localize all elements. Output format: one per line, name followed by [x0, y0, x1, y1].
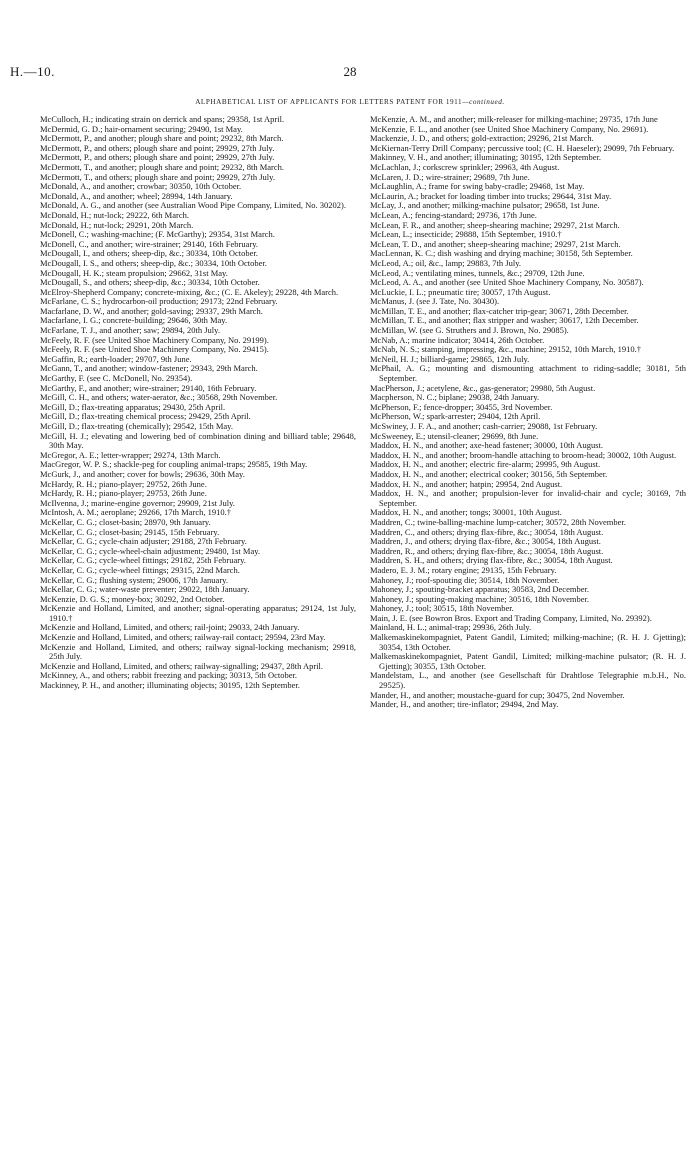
- applicant-entry: McKenzie and Holland, Limited, and others; rail-joint; 29033, 24th January.: [40, 622, 300, 633]
- applicant-entry: Maddox, H. N., and another; tongs; 30001, 10th August.: [370, 507, 562, 518]
- applicant-entry: McDonell, C., and another; wire-strainer; 29140, 16th February.: [40, 238, 259, 249]
- applicant-entry: McDermott, P., and another; plough share and point; 29232, 8th March.: [40, 133, 284, 144]
- applicant-entry: Makinney, V. H., and another; illuminating; 30195, 12th September.: [370, 152, 601, 163]
- applicant-entry: McKenzie, D. G. S.; money-box; 30292, 2nd October.: [40, 593, 225, 604]
- applicant-entry: McPhail, A. G.; mounting and dismounting attachment to riding-saddle; 30181, 5th September.: [370, 363, 686, 384]
- right-column: [370, 115, 686, 710]
- applicant-entry: Macfarlane, I. G.; concrete-building; 29646, 30th May.: [40, 315, 228, 326]
- applicant-entry: McCulloch, H.; indicating strain on derrick and spans; 29358, 1st April.: [40, 114, 285, 124]
- applicant-entry: McGill, D.; flax-treating chemical process; 29429, 25th April.: [40, 411, 251, 422]
- applicant-entry: Maddox, H. N., and another; propulsion-lever for invalid-chair and cycle; 30169, 7th September.: [370, 488, 686, 508]
- applicant-entry: McKellar, C. G.; cycle-wheel fittings; 29182, 25th February.: [40, 555, 246, 566]
- applicant-entry: McIlvenna, J.; marine-engine governor; 29909, 21st July.: [40, 497, 235, 508]
- applicant-entry: McGregor, A. E.; letter-wrapper; 29274, 13th March.: [40, 449, 221, 460]
- applicant-entry: McGaffin, R.; earth-loader; 29707, 9th June.: [40, 353, 192, 364]
- applicant-entry: Malkemaskinekompagniet, Patent Gandil, Limited; milking-machine; (R. H. J. Gjetting); 30354, 13th October.: [370, 632, 686, 652]
- applicant-entry: McDonell, C.; washing-machine; (F. McGarthy); 29354, 31st March.: [40, 229, 275, 240]
- applicant-entry: McHardy, R. H.; piano-player; 29752, 26th June.: [40, 478, 207, 489]
- applicant-entry: McLaughlin, A.; frame for swing baby-cradle; 29468, 1st May.: [370, 181, 585, 192]
- applicant-entry: Mandelstam, L., and another (see Gesellschaft für Drahtlose Telegraphie m.b.H., No. 29525).: [370, 670, 686, 691]
- applicant-entry: Maddox, H. N., and another; hatpin; 29954, 2nd August.: [370, 478, 563, 489]
- applicant-entry: McDonald, H.; nut-lock; 29222, 6th March.: [40, 209, 189, 220]
- applicant-entry: McMillan, T. E., and another; flax-catcher trip-gear; 30671, 28th December.: [370, 305, 629, 316]
- applicant-entry: McFarlane, C. S.; hydrocarbon-oil production; 29173; 22nd February.: [40, 296, 278, 307]
- applicant-entry: McNab, N. S.; stamping, impressing, &c., machine; 29152, 10th March, 1910.†: [370, 344, 642, 355]
- applicant-entry: Maddren, R., and others; drying flax-fibre, &c.; 30054, 18th August.: [370, 545, 604, 556]
- applicant-entry: Mahoney, J.; tool; 30515, 18th November.: [370, 603, 514, 614]
- applicant-entry: McKenzie and Holland, Limited, and others; railway-rail contact; 29594, 23rd May.: [40, 632, 326, 643]
- applicant-entry: McKinney, A., and others; rabbit freezing and packing; 30313, 5th October.: [40, 670, 297, 681]
- applicant-entry: McDermott, T., and another; plough share and point; 29232, 8th March.: [40, 161, 285, 172]
- applicant-entry: McLeod, A.; ventilating mines, tunnels, &c.; 29709, 12th June.: [370, 267, 585, 278]
- applicant-entry: McGill, D.; flax-treating apparatus; 29430, 25th April.: [40, 401, 226, 412]
- applicant-entry: McGann, T., and another; window-fastener; 29343, 29th March.: [40, 363, 258, 374]
- applicant-entry: McDonald, A. G., and another (see Australian Wood Pipe Company, Limited, No. 30202).: [40, 200, 346, 211]
- applicant-entry: McDermott, P., and others; plough share and point; 29929, 27th July.: [40, 142, 275, 153]
- applicant-entry: Maddox, H. N., and another; electric fire-alarm; 29995, 9th August.: [370, 459, 601, 470]
- document-code: H.—10.: [10, 64, 55, 79]
- applicant-entry: Maddren, J., and others; drying flax-fibre, &c.; 30054, 18th August.: [370, 536, 601, 547]
- applicant-entry: McKenzie and Holland, Limited, and another; signal-operating apparatus; 29124, 1st July, 1910.†: [40, 603, 356, 623]
- applicant-entry: McKiernan-Terry Drill Company; percussive tool; (C. H. Haeseler); 29099, 7th February.: [370, 142, 675, 153]
- applicant-entry: Mahoney, J.; roof-spouting die; 30514, 18th November.: [370, 574, 560, 585]
- applicant-entry: MacLennan, K. C.; dish washing and drying machine; 30158, 5th September.: [370, 248, 633, 259]
- applicant-entry: McPherson, F.; fence-dropper; 30455, 3rd November.: [370, 401, 553, 412]
- applicant-entry: McNab, A.; marine indicator; 30414, 26th October.: [370, 334, 545, 345]
- applicant-entry: McKellar, C. G.; closet-basin; 29145, 15th February.: [40, 526, 220, 537]
- applicant-entry: McDougall, H. K.; steam propulsion; 29662, 31st May.: [40, 267, 228, 278]
- applicant-entry: McFarlane, T. J., and another; saw; 29894, 20th July.: [40, 325, 220, 336]
- applicant-entry: McMillan, T. E., and another; flax stripper and washer; 30617, 12th December.: [370, 315, 639, 326]
- applicant-entry: Mackinney, P. H., and another; illuminating objects; 30195, 12th September.: [40, 680, 300, 691]
- applicant-entry: McManus, J. (see J. Tate, No. 30430).: [370, 296, 500, 307]
- applicant-entry: McDougall, I. S., and others; sheep-dip, &c.; 30334, 10th October.: [40, 257, 267, 268]
- applicant-entry: Mander, H., and another; moustache-guard for cup; 30475, 2nd November.: [370, 689, 625, 700]
- applicant-entry: McDonald, A., and another; crowbar; 30350, 10th October.: [40, 181, 242, 192]
- applicant-entry: Maddren, S. H., and others; drying flax-fibre, &c.; 30054, 18th August.: [370, 555, 613, 566]
- applicant-entry: McLuckie, I. L.; pneumatic tire; 30057, 17th August.: [370, 286, 551, 297]
- applicant-entry: McDermott, T., and others; plough share and point; 29929, 27th July.: [40, 171, 275, 182]
- list-title: [40, 98, 660, 106]
- applicant-entry: McLaren, J. D.; wire-strainer; 29689, 7th June.: [370, 171, 530, 182]
- applicant-entry: McElroy-Shepherd Company; concrete-mixing, &c.; (C. E. Akeley); 29228, 4th March.: [40, 286, 339, 297]
- applicant-entry: McLachlan, J.; corkscrew sprinkler; 29963, 4th August.: [370, 161, 560, 172]
- applicant-entry: Macfarlane, D. W., and another; gold-saving; 29337, 29th March.: [40, 305, 263, 316]
- applicant-entry: McLean, L.; insecticide; 29888, 15th September, 1910.†: [370, 229, 562, 240]
- applicant-entry: McNeil, H. J.; billiard-game; 29865, 12th July.: [370, 353, 530, 364]
- applicant-entry: McKellar, C. G.; flushing system; 29006, 17th January.: [40, 574, 228, 585]
- applicant-entry: McLean, F. R., and another; sheep-shearing machine; 29297, 21st March.: [370, 219, 620, 230]
- applicant-entry: Macpherson, N. C.; biplane; 29038, 24th January.: [370, 392, 540, 403]
- applicant-entry: McIntosh, A. M.; aeroplane; 29266, 17th March, 1910.†: [40, 507, 231, 518]
- applicant-entry: MacGregor, W. P. S.; shackle-peg for coupling animal-traps; 29585, 19th May.: [40, 459, 308, 470]
- applicant-entry: McKenzie and Holland, Limited, and others; railway-signalling; 29437, 28th April.: [40, 660, 324, 671]
- list-title-text: ALPHABETICAL LIST OF APPLICANTS FOR LETTERS PATENT FOR 1911: [195, 98, 463, 106]
- applicant-entry: Maddox, H. N., and another; electrical cooker; 30156, 5th September.: [370, 468, 608, 479]
- applicant-entry: McGarthy, F. (see C. McDonell, No. 29354).: [40, 373, 193, 384]
- applicant-entry: McKenzie, F. L., and another (see United Shoe Machinery Company, No. 29691).: [370, 123, 649, 134]
- applicant-entry: McSwiney, J. F. A., and another; cash-carrier; 29088, 1st February.: [370, 421, 598, 431]
- applicant-entry: McGill, D.; flax-treating (chemically); 29542, 15th May.: [40, 421, 234, 431]
- applicant-entry: McKellar, C. G.; cycle-wheel-chain adjustment; 29480, 1st May.: [40, 545, 261, 556]
- applicant-entry: McLeod, A.; oil, &c., lamp; 29883, 7th July.: [370, 257, 522, 268]
- applicant-entry: Malkemaskinekompagniet, Patent Gandil, Limited; milking-machine pulsator; (R. H. J. Gjetting); 30355, 13th October.: [370, 651, 686, 671]
- applicant-entry: Mahoney, J.; spouting-making machine; 30516, 18th November.: [370, 593, 589, 604]
- page-number: 28: [343, 64, 357, 79]
- applicant-entry: McDermid, G. D.; hair-ornament securing; 29490, 1st May.: [40, 123, 243, 134]
- applicant-entry: MacPherson, J.; acetylene, &c., gas-generator; 29980, 5th August.: [370, 382, 596, 393]
- applicant-entry: Mander, H., and another; tire-inflator; 29494, 2nd May.: [370, 699, 559, 710]
- applicant-entry: McDougall, S., and others; sheep-dip, &c.; 30334, 10th October.: [40, 277, 260, 288]
- applicant-entry: Mahoney, J.; spouting-bracket apparatus; 30583, 2nd December.: [370, 584, 589, 595]
- applicant-entry: McKellar, C. G.; cycle-wheel fittings; 29315, 22nd March.: [40, 564, 240, 575]
- applicant-entry: McGarthy, F., and another; wire-strainer; 29140, 16th February.: [40, 382, 257, 393]
- applicant-entry: McFeely, R. F. (see United Shoe Machinery Company, No. 29415).: [40, 344, 269, 355]
- applicant-entry: McMillan, W. (see G. Struthers and J. Brown, No. 29085).: [370, 325, 569, 336]
- applicant-entry: McFeely, R. F. (see United Shoe Machinery Company, No. 29199).: [40, 334, 269, 345]
- applicant-entry: McGill, C. H., and others; water-aerator, &c.; 30568, 29th November.: [40, 392, 278, 403]
- list-title-suffix: —continued.: [462, 98, 505, 106]
- applicant-entry: McHardy, R. H.; piano-player; 29753, 26th June.: [40, 488, 207, 499]
- applicant-entry: McPherson, W.; spark-arrester; 29404, 12th April.: [370, 411, 541, 422]
- applicant-entry: Maddren, C.; twine-balling-machine lump-catcher; 30572, 28th November.: [370, 516, 626, 527]
- applicant-entry: McDougall, I., and others; sheep-dip, &c.; 30334, 10th October.: [40, 248, 258, 259]
- applicant-entry: Maddox, H. N., and another; axe-head fastener; 30000, 10th August.: [370, 440, 603, 451]
- applicant-entry: Madero, E. J. M.; rotary engine; 29135, 15th February.: [370, 564, 557, 575]
- applicant-entry: McKellar, C. G.; closet-basin; 28970, 9th January.: [40, 516, 211, 527]
- applicant-entry: McKenzie and Holland, Limited, and others; railway signal-locking mechanism; 29918, 25th July.: [40, 641, 356, 662]
- applicant-entry: McDonald, A., and another; wheel; 28994, 14th January.: [40, 190, 233, 201]
- applicant-entry: Maddren, C., and others; drying flax-fibre, &c.; 30054, 18th August.: [370, 526, 604, 537]
- applicant-entry: McKenzie, A. M., and another; milk-releaser for milking-machine; 29735, 17th June: [370, 114, 658, 124]
- left-column: [40, 115, 356, 691]
- applicant-entry: McLay, J., and another; milking-machine pulsator; 29658, 1st June.: [370, 200, 600, 211]
- applicant-entry: Mackenzie, J. D., and others; gold-extraction; 29296, 21st March.: [370, 133, 594, 144]
- applicant-entry: McKellar, C. G.; cycle-chain adjuster; 29188, 27th February.: [40, 536, 247, 547]
- applicant-entry: McGill, H. J.; elevating and lowering bed of combination dining and billiard table; 29648, 30th May.: [40, 430, 356, 451]
- applicant-entry: McDonald, H.; nut-lock; 29291, 20th March.: [40, 219, 194, 230]
- applicant-entry: Maddox, H. N., and another; broom-handle attaching to broom-head; 30002, 10th August.: [370, 449, 677, 460]
- applicant-entry: McKellar, C. G.; water-waste preventer; 29022, 18th January.: [40, 584, 250, 595]
- applicant-entry: McLean, T. D., and another; sheep-shearing machine; 29297, 21st March.: [370, 238, 621, 249]
- applicant-entry: McLean, A.; fencing-standard; 29736, 17th June.: [370, 209, 537, 220]
- applicant-entry: McSweeney, E.; utensil-cleaner; 29699, 8th June.: [370, 430, 539, 441]
- applicant-entry: McGurk, J., and another; cover for bowls; 29636, 30th May.: [40, 468, 245, 479]
- applicant-entry: McLaurin, A.; bracket for loading timber into trucks; 29644, 31st May.: [370, 190, 612, 201]
- applicant-entry: Mainland, H. L.; animal-trap; 29936, 26th July.: [370, 622, 532, 633]
- applicant-entry: Main, J. E. (see Bowron Bros. Export and Trading Company, Limited, No. 29392).: [370, 612, 652, 623]
- applicant-entry: McDermott, P., and others; plough share and point; 29929, 27th July.: [40, 152, 275, 163]
- applicant-entry: McLeod, A. A., and another (see United Shoe Machinery Company, No. 30587).: [370, 277, 644, 288]
